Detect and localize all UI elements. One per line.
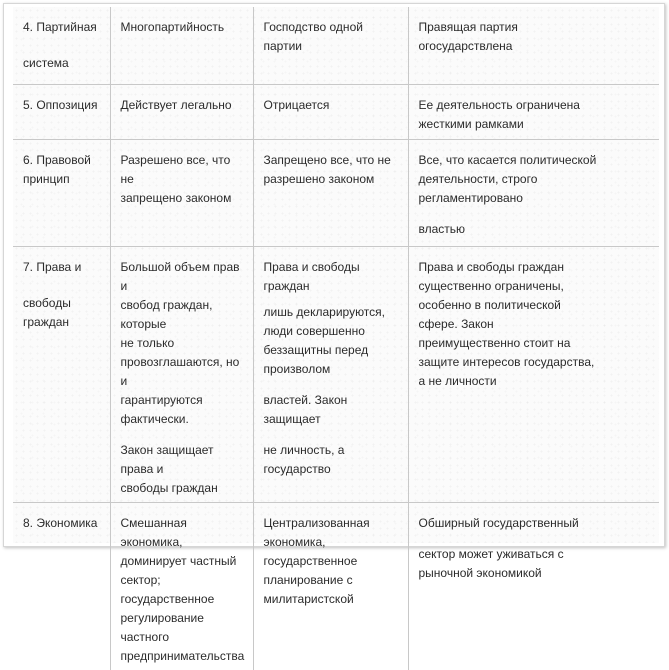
cell-text: 8. Экономика [23, 515, 98, 530]
cell-text: Запрещено все, что не разрешено законом [263, 152, 391, 186]
screenshot-frame [3, 3, 665, 663]
cell-text: Права и свободы граждан существенно ограничены, особенно в политической сфере. Закон преимущественно стоит на защите интересов государства, а не личности [418, 259, 595, 388]
cell-text: Обширный государственный [418, 515, 579, 530]
cell-text: 4. Партийная [23, 20, 97, 34]
authoritarian-cell [408, 246, 659, 502]
cell-text: Отрицается [263, 97, 330, 112]
cell-text: Многопартийность [120, 20, 225, 34]
row-criterion-cell [13, 7, 110, 84]
cell-text: свободы граждан [23, 295, 71, 329]
totalitarian-cell [253, 246, 408, 502]
cell-text: система [23, 56, 69, 70]
row-criterion-cell [13, 84, 110, 139]
cell-text: Большой объем прав и свобод граждан, которые не только провозглашаются, но и гарантируются фактически. [120, 259, 240, 426]
cell-text: 7. Права и [23, 259, 82, 274]
table-row [13, 246, 659, 502]
cell-text: Смешанная экономика, доминирует частный сектор; государственное регулирование частного предпринимательства [120, 515, 245, 663]
cell-text: Ее деятельность ограничена жесткими рамками [418, 97, 580, 131]
authoritarian-cell [408, 502, 659, 670]
cell-text: властью [418, 221, 466, 236]
democratic-cell [110, 7, 253, 84]
cell-text: Действует легально [120, 97, 232, 112]
totalitarian-cell [253, 502, 408, 670]
cell-text: Господство одной партии [263, 20, 363, 53]
authoritarian-cell [408, 7, 659, 84]
cell-text: 6. Правовой принцип [23, 152, 91, 186]
cell-text: не личность, а государство [263, 442, 345, 476]
comparison-table [13, 7, 659, 670]
democratic-cell [110, 84, 253, 139]
cell-text: Разрешено все, что не запрещено законом [120, 152, 232, 205]
authoritarian-cell [408, 84, 659, 139]
cell-text: Все, что касается политической деятельности, строго регламентировано [418, 152, 597, 205]
row-criterion-cell [13, 139, 110, 246]
totalitarian-cell [253, 84, 408, 139]
cell-text: Закон защищает права и свободы граждан [120, 442, 218, 495]
democratic-cell [110, 246, 253, 502]
democratic-cell [110, 139, 253, 246]
cell-text: Правящая партия огосударствлена [418, 20, 518, 53]
table-row [13, 84, 659, 139]
document-paper [13, 7, 659, 663]
cell-text: лишь декларируются, люди совершенно беззащитны перед произволом [263, 304, 385, 376]
table-row [13, 502, 659, 670]
cell-text: Права и свободы граждан [263, 259, 360, 293]
table-row [13, 7, 659, 84]
table-row [13, 139, 659, 246]
cell-text: Централизованная экономика, государственное планирование с милитаристской [263, 515, 370, 606]
cell-text: властей. Закон защищает [263, 392, 348, 426]
totalitarian-cell [253, 139, 408, 246]
cell-text: сектор может уживаться с рыночной экономикой [418, 546, 564, 580]
totalitarian-cell [253, 7, 408, 84]
cell-text: 5. Оппозиция [23, 97, 98, 112]
democratic-cell [110, 502, 253, 670]
authoritarian-cell [408, 139, 659, 246]
row-criterion-cell [13, 246, 110, 502]
row-criterion-cell [13, 502, 110, 670]
